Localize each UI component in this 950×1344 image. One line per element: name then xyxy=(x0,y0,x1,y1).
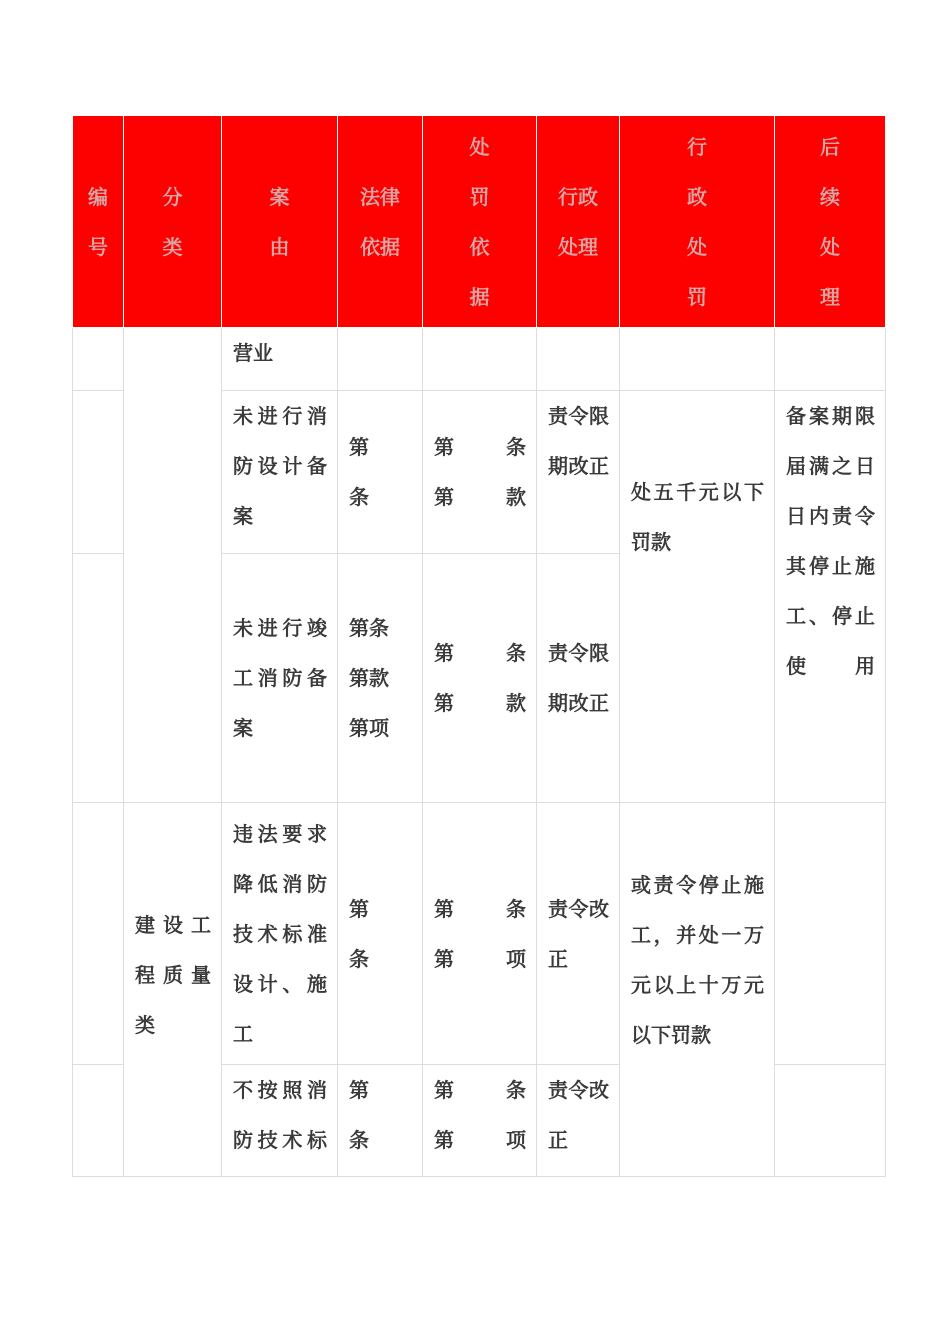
table-row xyxy=(73,328,886,391)
cell-penalty xyxy=(620,328,775,391)
header-number: 编号 xyxy=(73,116,124,328)
cell-number xyxy=(73,328,124,391)
cell-admin: 责令改正 xyxy=(537,1065,620,1177)
header-admin-penalty: 行政处罚 xyxy=(620,116,775,328)
cell-cause: 不按照消防技术标 xyxy=(222,1065,338,1177)
cell-number xyxy=(73,554,124,803)
cell-basis xyxy=(423,328,537,391)
cell-penalty: 处五千元以下罚款 xyxy=(620,391,775,803)
cell-law: 第条第款第项 xyxy=(338,554,423,803)
cell-cause: 未进行竣工消防备案 xyxy=(222,554,338,803)
cell-followup xyxy=(775,328,886,391)
cell-law: 第条 xyxy=(338,803,423,1065)
cell-admin: 责令限期改正 xyxy=(537,391,620,554)
cell-number xyxy=(73,1065,124,1177)
cell-followup xyxy=(775,803,886,1065)
cell-followup xyxy=(775,1065,886,1177)
cell-number xyxy=(73,391,124,554)
cell-cause: 未进行消防设计备案 xyxy=(222,391,338,554)
table-row xyxy=(73,803,886,1065)
cell-cause: 营业 xyxy=(222,328,338,391)
cell-category: 建设工程质量类 xyxy=(124,803,222,1177)
header-cause: 案由 xyxy=(222,116,338,328)
cell-basis: 第 条 第 项 xyxy=(423,1065,537,1177)
cell-basis: 第 条 第 款 xyxy=(423,391,537,554)
header-followup: 后续处理 xyxy=(775,116,886,328)
cell-admin: 责令限期改正 xyxy=(537,554,620,803)
cell-penalty: 或责令停止施工，并处一万元以上十万元以下罚款 xyxy=(620,803,775,1177)
cell-number xyxy=(73,803,124,1065)
cell-law xyxy=(338,328,423,391)
header-admin-handling: 行政处理 xyxy=(537,116,620,328)
cell-category xyxy=(124,328,222,803)
header-category: 分类 xyxy=(124,116,222,328)
header-row xyxy=(73,116,886,328)
cell-law: 第条 xyxy=(338,1065,423,1177)
cell-law: 第条 xyxy=(338,391,423,554)
cell-followup: 备案期限届满之日日内责令其停止施工、停止使用 xyxy=(775,391,886,803)
cell-admin xyxy=(537,328,620,391)
cell-basis: 第 条 第 项 xyxy=(423,803,537,1065)
header-penalty-basis: 处罚依据 xyxy=(423,116,537,328)
cell-basis: 第 条 第 款 xyxy=(423,554,537,803)
cell-admin: 责令改正 xyxy=(537,803,620,1065)
cell-cause: 违法要求降低消防技术标准设计、施工 xyxy=(222,803,338,1065)
header-legal-basis: 法律依据 xyxy=(338,116,423,328)
penalty-table xyxy=(72,115,886,1177)
